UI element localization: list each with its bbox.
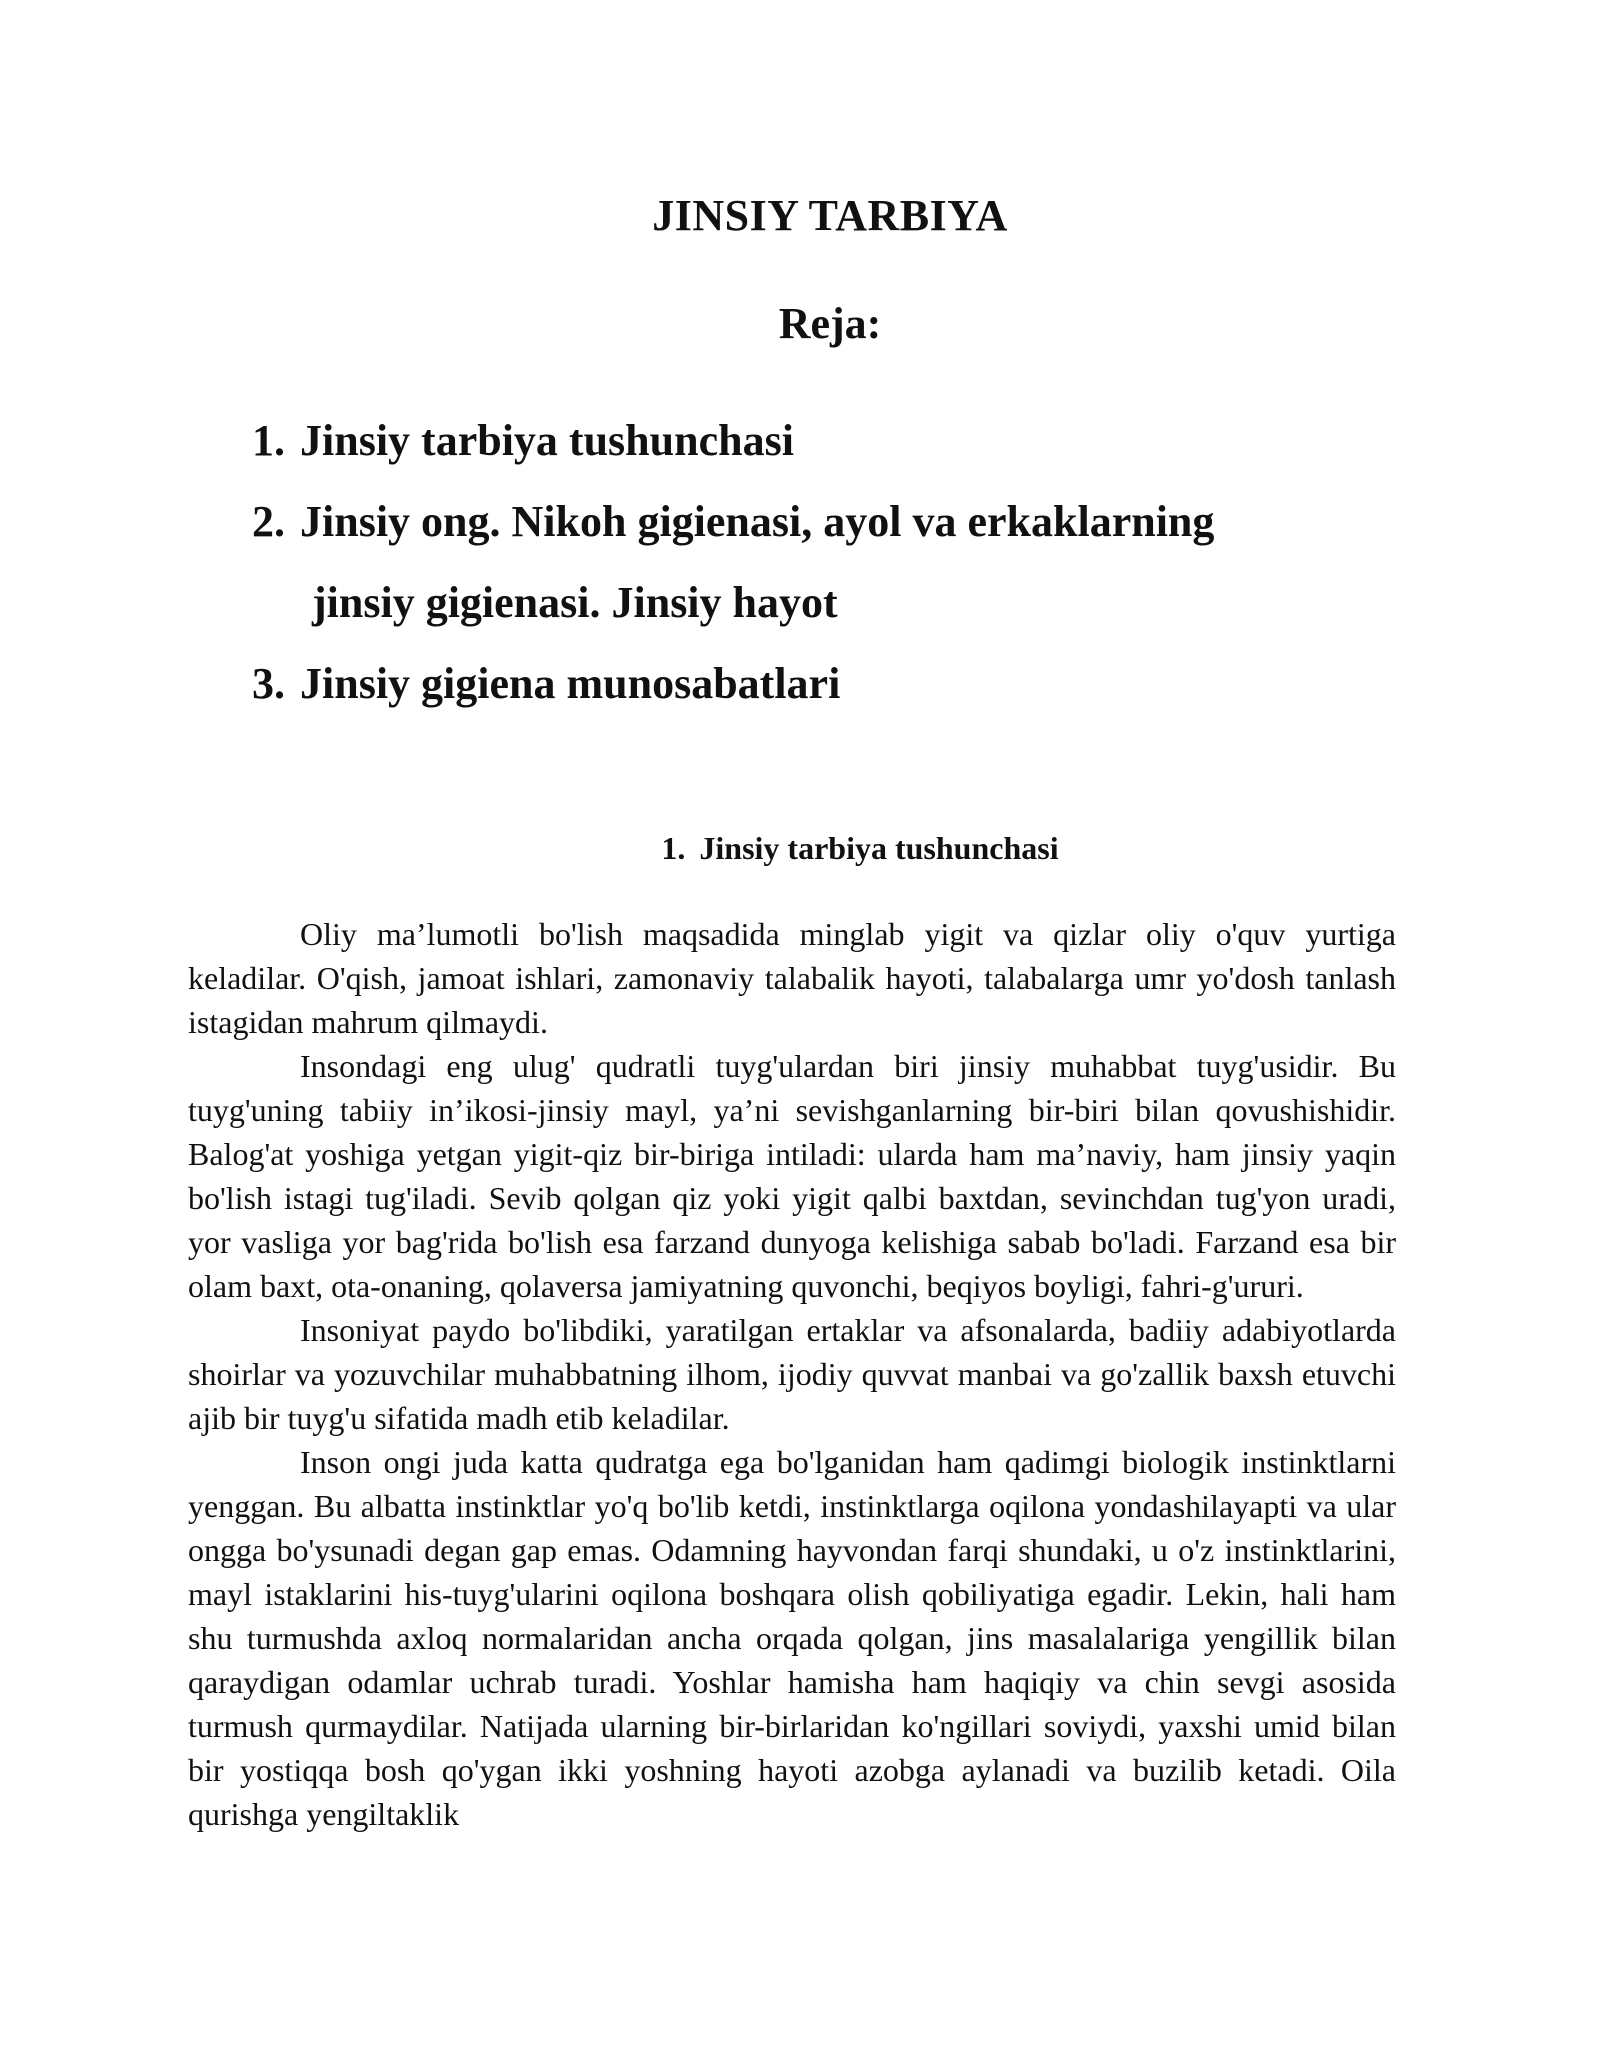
plan-item [252,481,1452,643]
document-title: JINSIY TARBIYA [652,191,1008,240]
plan-item-line: Jinsiy gigiena munosabatlari [300,659,841,708]
plan-list [252,400,1452,724]
plan-item-text [300,400,1452,481]
plan-item-number: 1. [252,416,285,465]
plan-item-line: Jinsiy tarbiya tushunchasi [300,416,794,465]
section-title: Jinsiy tarbiya tushunchasi [699,830,1059,866]
section-number: 1. [661,830,686,866]
plan-item [252,643,1452,724]
body-text [188,912,1396,1836]
plan-item [252,400,1452,481]
plan-item-number: 2. [252,497,285,546]
plan-heading: Reja: [778,299,882,348]
plan-item-text [300,643,1452,724]
plan-item-line-continued: jinsiy gigienasi. Jinsiy hayot [312,578,838,627]
paragraph: Insoniyat paydo bo'libdiki, yaratilgan ertaklar va afsonalarda, badiiy adabiyotlarda shoirlar va yozuvchilar muhabbatning ilhom, ijodiy quvvat manbai va go'zallik baxsh etuvchi ajib bir tuyg'u sifatida madh etib keladilar. [188,1312,1396,1436]
section-heading [0,830,1600,867]
plan-item-text [300,481,1452,643]
plan-item-number: 3. [252,659,285,708]
paragraph: Inson ongi juda katta qudratga ega bo'lganidan ham qadimgi biologik instinktlarni yenggan. Bu albatta instinktlar yo'q bo'lib ketdi, instinktlarga oqilona yondashilayapti va ular ongga bo'ysunadi degan gap emas. Odamning hayvondan farqi shundaki, u o'z instinktlarini, mayl istaklarini his-tuyg'ularini oqilona boshqara olish qobiliyatiga egadir. Lekin, hali ham shu turmushda axloq normalaridan ancha orqada qolgan, jins masalalariga yengillik bilan qaraydigan odamlar uchrab turadi. Yoshlar hamisha ham haqiqiy va chin sevgi asosida turmush qurmaydilar. Natijada ularning bir-birlaridan ko'ngillari soviydi, yaxshi umid bilan bir yostiqqa bosh qo'ygan ikki yoshning hayoti azobga aylanadi va buzilib ketadi. Oila qurishga yengiltaklik [188,1444,1396,1832]
paragraph: Insondagi eng ulug' qudratli tuyg'ulardan biri jinsiy muhabbat tuyg'usidir. Bu tuyg'uning tabiiy in’ikosi-jinsiy mayl, ya’ni sevishganlarning bir-biri bilan qovushishidir. Balog'at yoshiga yetgan yigit-qiz bir-biriga intiladi: ularda ham ma’naviy, ham jinsiy yaqin bo'lish istagi tug'iladi. Sevib qolgan qiz yoki yigit qalbi baxtdan, sevinchdan tug'yon uradi, yor vasliga yor bag'rida bo'lish esa farzand dunyoga kelishiga sabab bo'ladi. Farzand esa bir olam baxt, ota-onaning, qolaversa jamiyatning quvonchi, beqiyos boyligi, fahri-g'ururi. [188,1048,1396,1304]
paragraph: Oliy ma’lumotli bo'lish maqsadida minglab yigit va qizlar oliy o'quv yurtiga keladilar. O'qish, jamoat ishlari, zamonaviy talabalik hayoti, talabalarga umr yo'dosh tanlash istagidan mahrum qilmaydi. [188,916,1396,1040]
plan-item-line: Jinsiy ong. Nikoh gigienasi, ayol va erkaklarning [300,497,1215,546]
